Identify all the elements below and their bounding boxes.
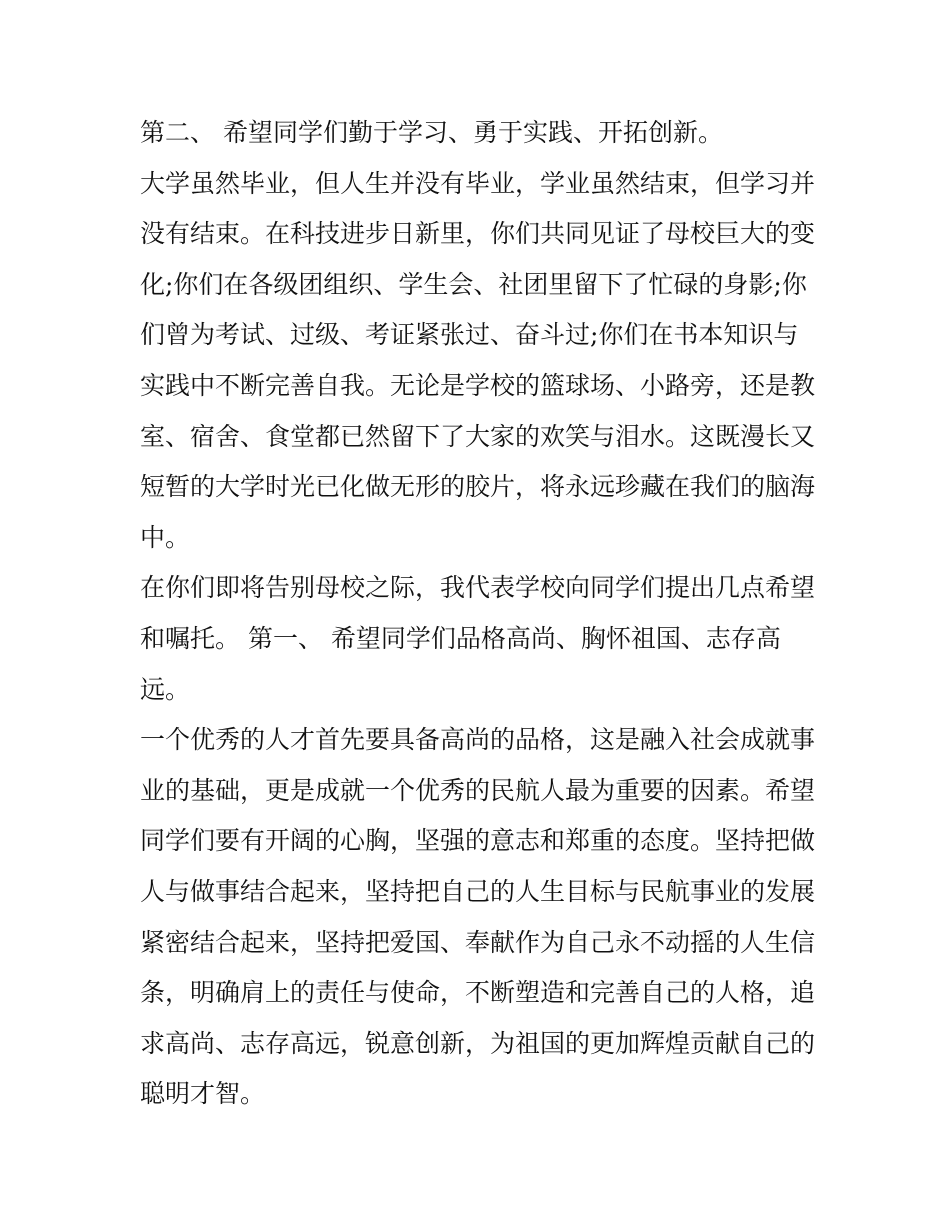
text-line: 聪明才智。 xyxy=(140,1079,266,1109)
text-line: 实践中不断完善自我。无论是学校的篮球场、小路旁，还是教 xyxy=(140,370,816,400)
text-line: 没有结束。在科技进步日新里，你们共同见证了母校巨大的变 xyxy=(140,219,816,249)
text-line: 第二、 希望同学们勤于学习、勇于实践、开拓创新。 xyxy=(140,118,723,147)
text-line: 条，明确肩上的责任与使命，不断塑造和完善自己的人格，追 xyxy=(140,978,816,1008)
body-text xyxy=(140,108,820,1120)
text-line: 中。 xyxy=(140,522,191,552)
text-line: 室、宿舍、食堂都已然留下了大家的欢笑与泪水。这既漫长又 xyxy=(140,421,816,451)
text-line: 紧密结合起来，坚持把爱国、奉献作为自己永不动摇的人生信 xyxy=(140,927,816,957)
text-line: 一个优秀的人才首先要具备高尚的品格，这是融入社会成就事 xyxy=(140,725,816,755)
text-line: 同学们要有开阔的心胸，坚强的意志和郑重的态度。坚持把做 xyxy=(140,826,816,856)
text-line: 短暂的大学时光已化做无形的胶片，将永远珍藏在我们的脑海 xyxy=(140,472,816,502)
text-line: 业的基础，更是成就一个优秀的民航人最为重要的因素。希望 xyxy=(140,775,816,805)
text-line: 求高尚、志存高远，锐意创新，为祖国的更加辉煌贡献自己的 xyxy=(140,1028,816,1058)
text-line: 远。 xyxy=(140,674,191,704)
text-line: 在你们即将告别母校之际，我代表学校向同学们提出几点希望 xyxy=(140,573,816,603)
text-line: 人与做事结合起来，坚持把自己的人生目标与民航事业的发展 xyxy=(140,876,816,906)
text-line: 化;你们在各级团组织、学生会、社团里留下了忙碌的身影;你 xyxy=(140,269,807,299)
text-line: 大学虽然毕业，但人生并没有毕业，学业虽然结束，但学习并 xyxy=(140,168,816,198)
text-line: 们曾为考试、过级、考证紧张过、奋斗过;你们在书本知识与 xyxy=(140,320,799,350)
text-line: 和嘱托。 第一、 希望同学们品格高尚、胸怀祖国、志存高 xyxy=(140,623,781,653)
